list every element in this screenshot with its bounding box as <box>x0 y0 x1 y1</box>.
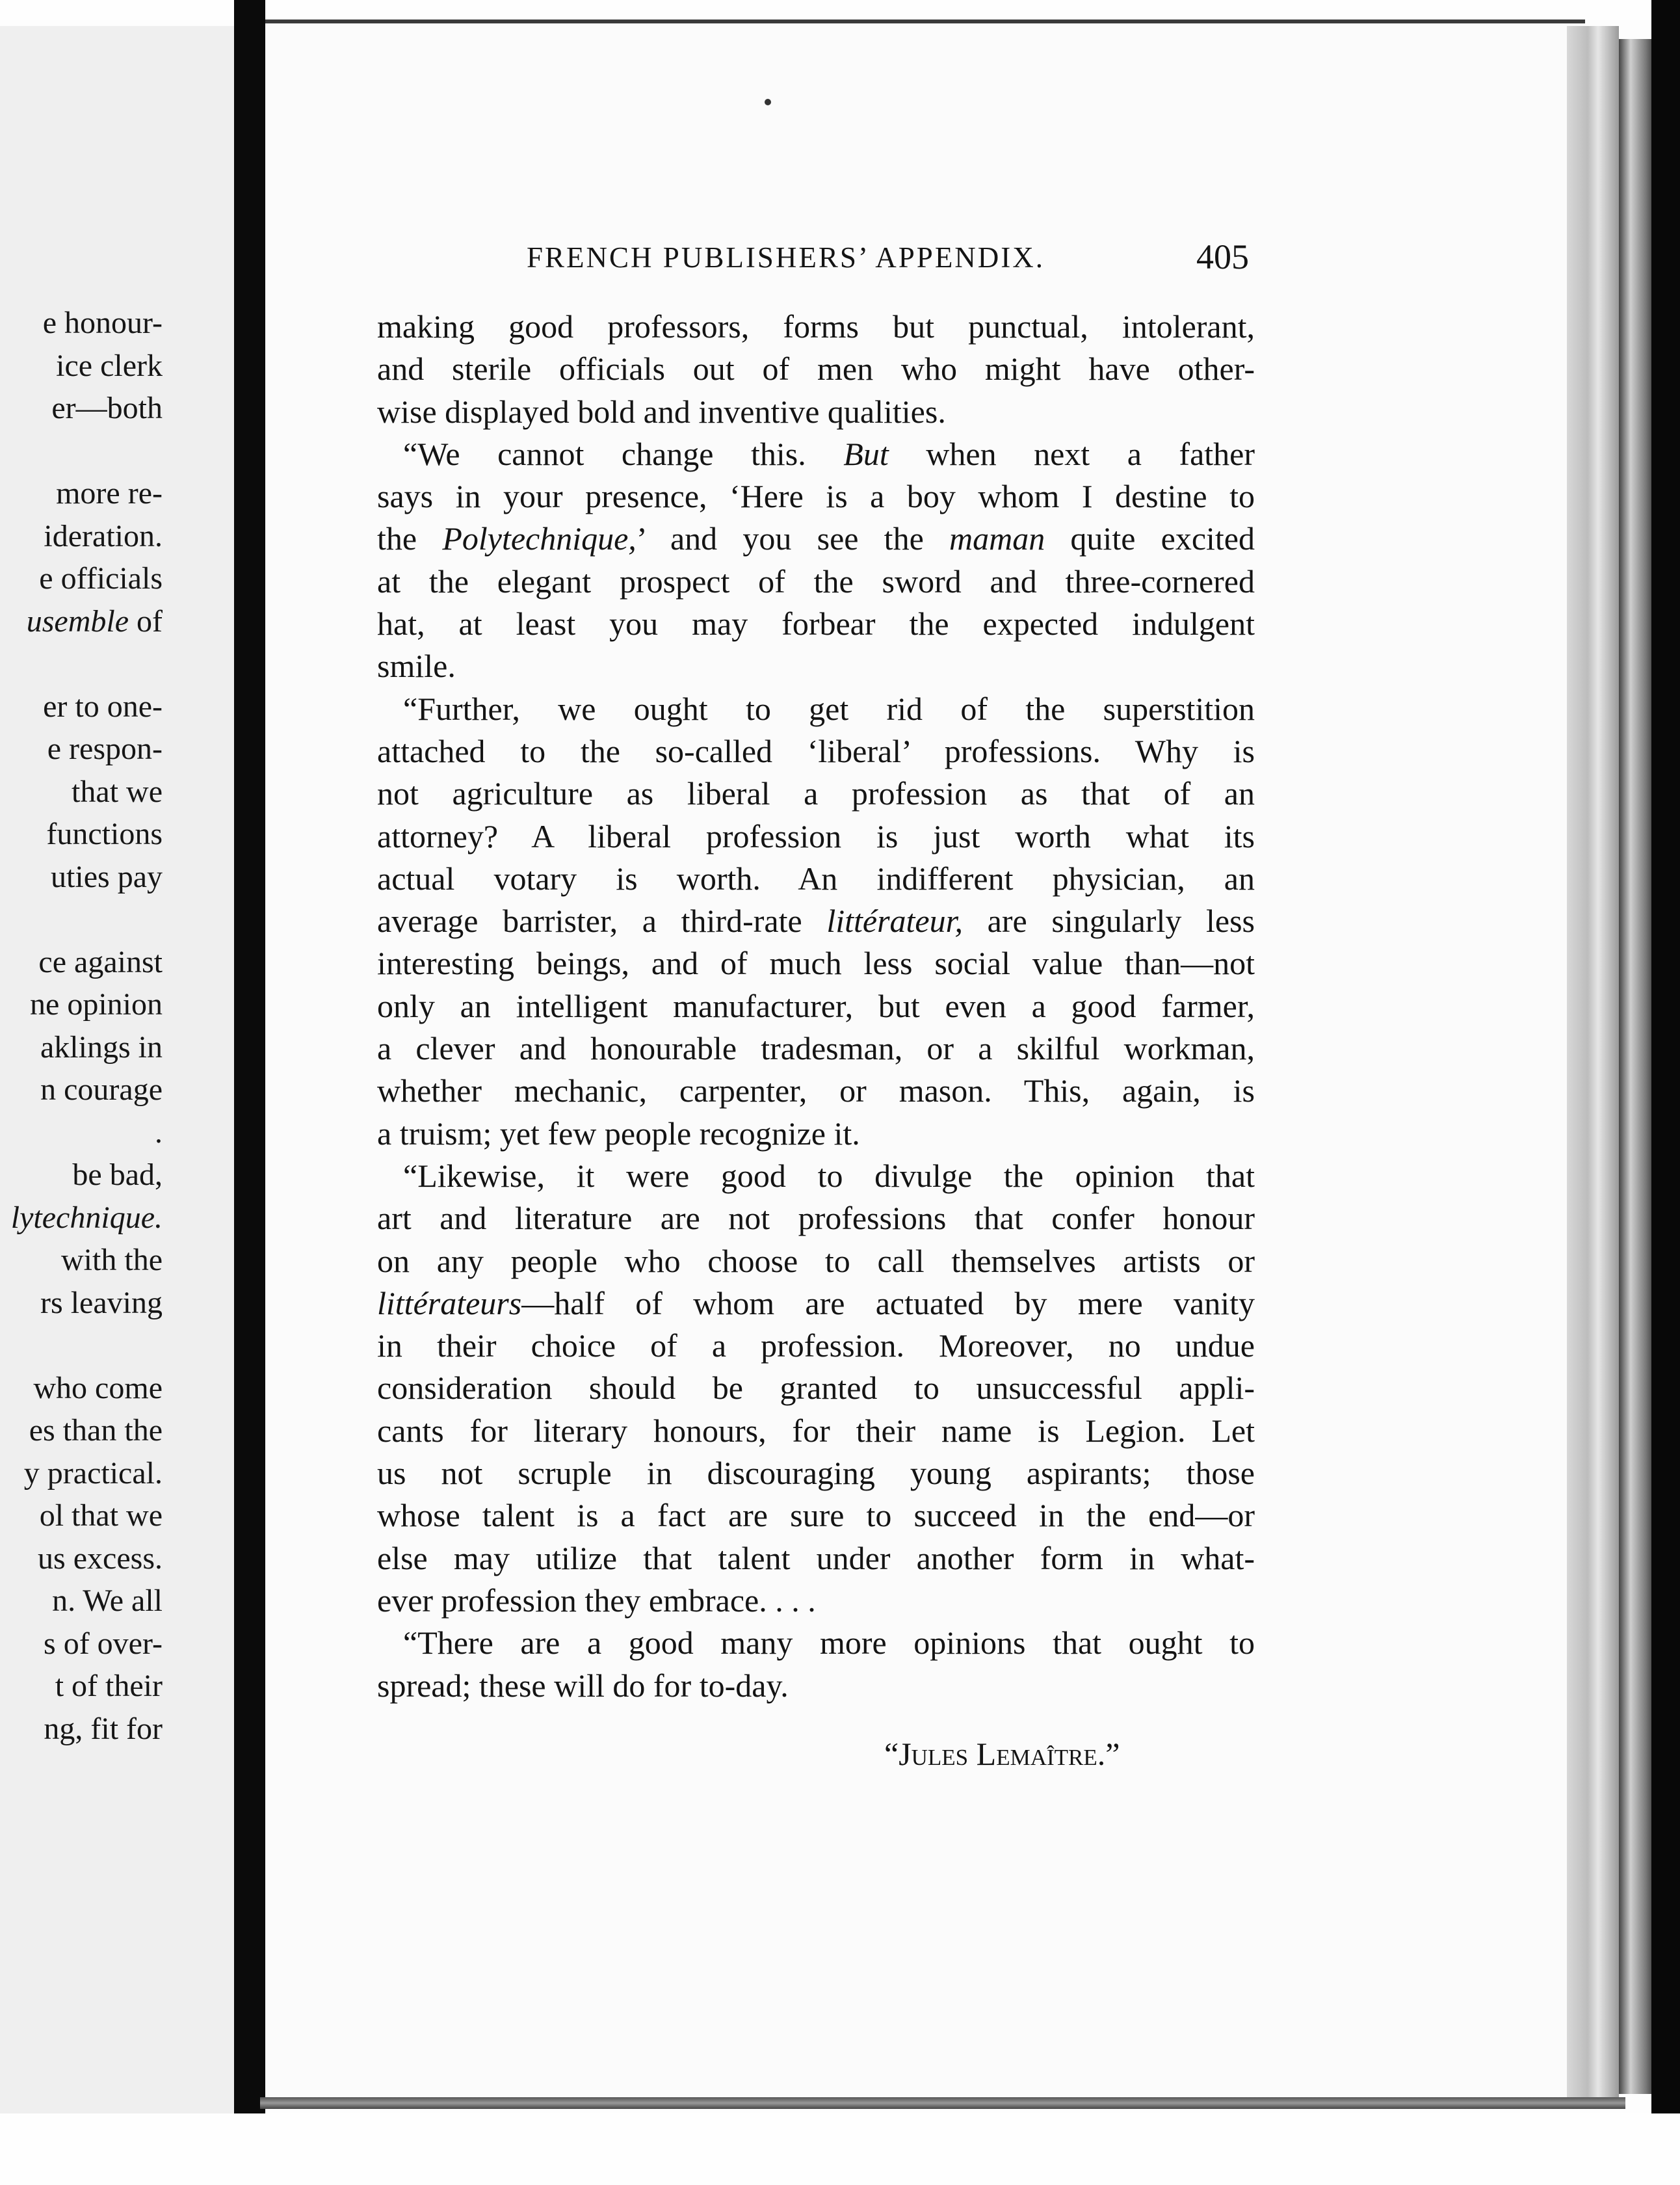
left-page-fragment: ne opinion <box>30 987 163 1022</box>
text-line: a clever and honourable tradesman, or a skilful workman, <box>377 1030 1255 1067</box>
book-gutter <box>234 0 265 2146</box>
text-line: cants for literary honours, for their name is Legion. Let <box>377 1412 1255 1449</box>
text-line: “Further, we ought to get rid of the superstition <box>403 690 1255 727</box>
left-page-fragment: s of over- <box>44 1626 163 1661</box>
text-line: in their choice of a profession. Moreover, no undue <box>377 1327 1255 1364</box>
text-line: “Likewise, it were good to divulge the opinion that <box>403 1157 1255 1194</box>
left-page-fragment: ol that we <box>39 1498 163 1533</box>
left-page-fragment: with the <box>61 1243 163 1277</box>
left-page-fragment: more re- <box>56 476 163 510</box>
left-page-fragment: n. We all <box>52 1583 163 1618</box>
left-page-fragment: es than the <box>29 1413 163 1448</box>
left-page-fragment: n courage <box>40 1072 163 1107</box>
text-line: else may utilize that talent under another form in what- <box>377 1539 1255 1576</box>
ink-speck <box>765 99 771 105</box>
left-page-fragment: e officials <box>39 561 163 596</box>
text-line: “There are a good many more opinions that ought to <box>403 1624 1255 1662</box>
text-line: actual votary is worth. An indifferent physician, an <box>377 860 1255 897</box>
left-page-fragment: functions <box>46 817 163 851</box>
page-bottom-edge <box>260 2097 1625 2109</box>
text-line: and sterile officials out of men who might have other- <box>377 351 1255 388</box>
text-line: interesting beings, and of much less social value than—not <box>377 945 1255 982</box>
text-line: at the elegant prospect of the sword and three-cornered <box>377 563 1255 600</box>
running-head-title: FRENCH PUBLISHERS’ APPENDIX. <box>527 241 1045 274</box>
text-line: wise displayed bold and inventive qualities. <box>377 393 946 430</box>
text-line: littérateurs—half of whom are actuated by mere vanity <box>377 1284 1255 1321</box>
page-number: 405 <box>1196 237 1249 276</box>
running-head <box>0 237 1680 293</box>
text-line: not agriculture as liberal a profession as that of an <box>377 775 1255 812</box>
left-page-fragment: who come <box>33 1370 163 1405</box>
text-line: making good professors, forms but punctual, intolerant, <box>377 308 1255 345</box>
left-page-fragment: uties pay <box>51 859 163 894</box>
text-line: attached to the so-called ‘liberal’ professions. Why is <box>377 732 1255 769</box>
text-line: average barrister, a third-rate littérateur, are singularly less <box>377 903 1255 940</box>
left-page-fragment: be bad, <box>72 1158 163 1192</box>
text-line: whose talent is a fact are sure to succeed in the end—or <box>377 1497 1255 1534</box>
text-line: smile. <box>377 648 456 685</box>
left-page-fragment: usemble of <box>26 603 163 639</box>
scan-border-right <box>1651 0 1680 2185</box>
signature: “Jules Lemaître.” <box>884 1736 1120 1772</box>
text-line: only an intelligent manufacturer, but even a good farmer, <box>377 987 1255 1024</box>
left-page-fragment: that we <box>72 774 163 809</box>
left-page-fragment: ice clerk <box>56 348 163 383</box>
scan-margin-bottom <box>0 2113 1680 2185</box>
left-page-fragment: ng, fit for <box>44 1711 163 1746</box>
text-line: attorney? A liberal profession is just worth what its <box>377 817 1255 854</box>
left-page-fragment: y practical. <box>23 1455 163 1490</box>
left-page-fragment: t of their <box>55 1669 163 1703</box>
page-edges <box>1567 26 1619 2107</box>
text-line: consideration should be granted to unsuccessful appli- <box>377 1370 1255 1407</box>
text-line: spread; these will do for to-day. <box>377 1667 789 1704</box>
text-line: a truism; yet few people recognize it. <box>377 1115 860 1152</box>
left-page-fragment: us excess. <box>38 1541 163 1576</box>
left-page-fragment: lytechnique. <box>10 1200 163 1235</box>
left-page-fragment: aklings in <box>40 1029 163 1065</box>
text-line: us not scruple in discouraging young aspirants; those <box>377 1455 1255 1492</box>
text-line: on any people who choose to call themselves artists or <box>377 1242 1255 1279</box>
text-line: whether mechanic, carpenter, or mason. This, again, is <box>377 1072 1255 1109</box>
text-line: art and literature are not professions that confer honour <box>377 1200 1255 1237</box>
text-line: says in your presence, ‘Here is a boy whom I destine to <box>377 478 1255 515</box>
left-page-fragment: er to one- <box>43 689 163 724</box>
left-page-fragment: er—both <box>51 391 163 425</box>
text-line: ever profession they embrace. . . . <box>377 1582 816 1619</box>
body-text <box>377 306 1255 1707</box>
left-page-fragment: ce against <box>38 944 163 979</box>
left-page-fragment: e respon- <box>47 732 163 766</box>
text-line: hat, at least you may forbear the expected indulgent <box>377 605 1255 642</box>
left-page-fragment: rs leaving <box>40 1285 163 1320</box>
left-page-fragment: . <box>155 1115 163 1150</box>
text-line: “We cannot change this. But when next a father <box>403 435 1255 472</box>
left-page-fragment: e honour- <box>42 306 163 340</box>
left-page-fragment: ideration. <box>44 518 163 553</box>
text-line: the Polytechnique,’ and you see the maman quite excited <box>377 520 1255 557</box>
left-page <box>0 26 234 2120</box>
